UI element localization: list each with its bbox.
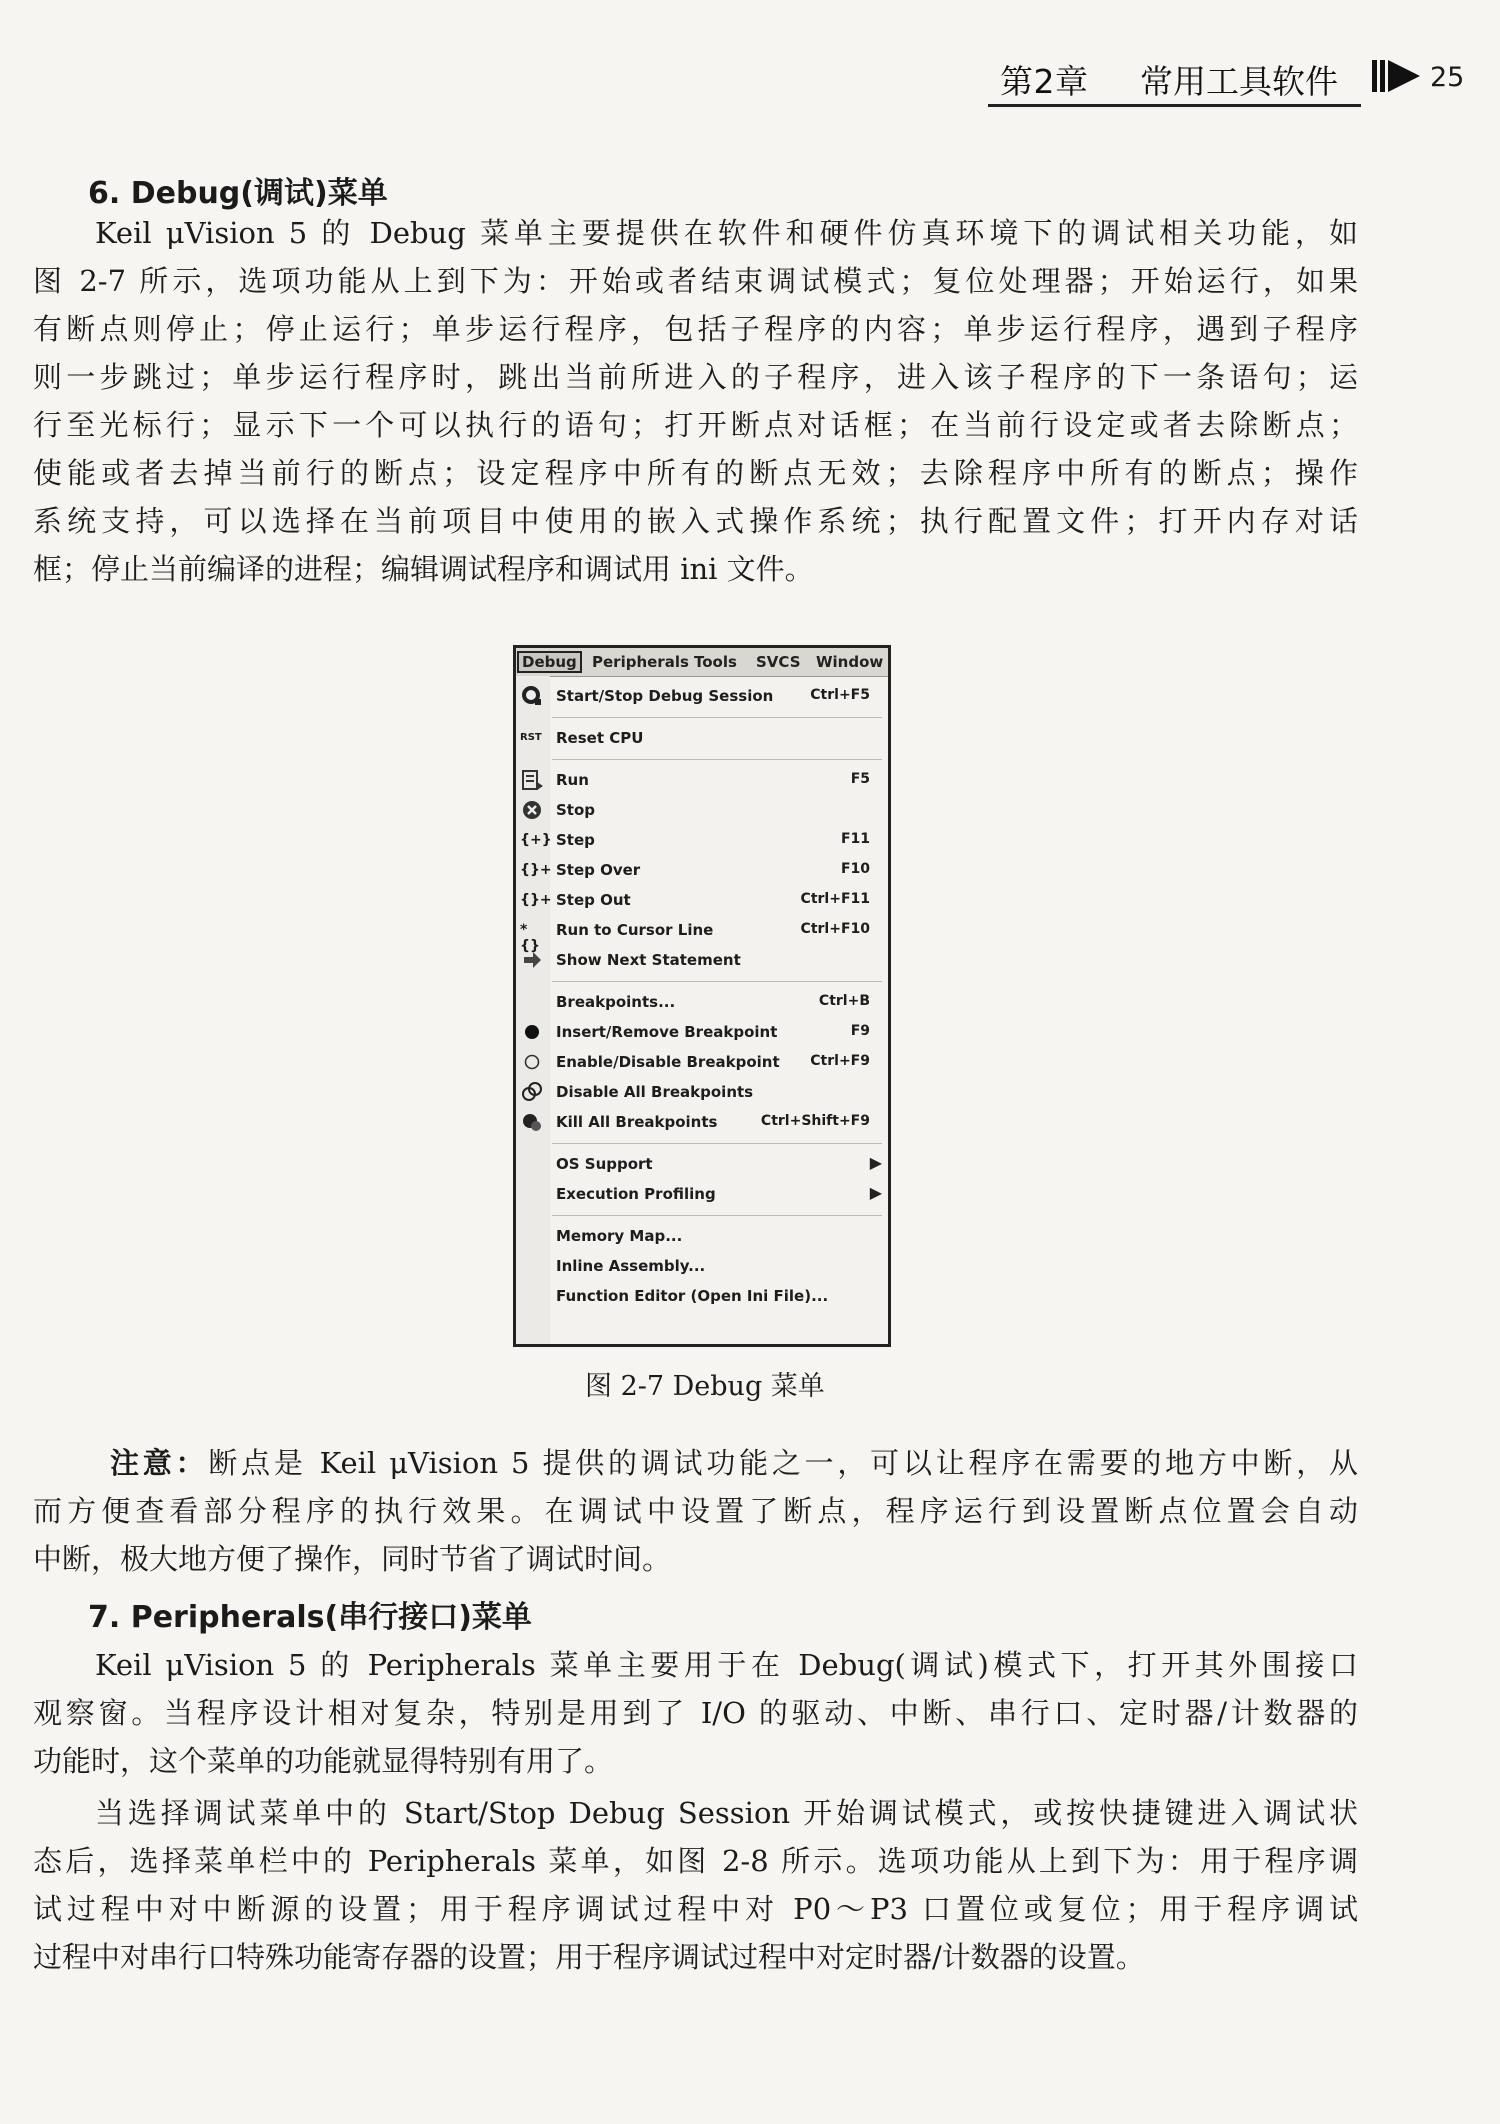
note-line: 中断，极大地方便了操作，同时节省了调试时间。 [33, 1542, 672, 1576]
menu-window[interactable]: Window [816, 653, 884, 671]
reset-cpu-icon: RST [520, 732, 542, 743]
page-number: 25 [1430, 62, 1465, 93]
menu-item-function-editor[interactable]: Function Editor (Open Ini File)... [556, 1287, 829, 1305]
menu-item-memory-map[interactable]: Memory Map... [556, 1227, 683, 1245]
breakpoint-filled-icon [520, 1020, 544, 1044]
menu-debug[interactable]: Debug [517, 651, 582, 673]
menu-item-inline-assembly[interactable]: Inline Assembly... [556, 1257, 706, 1275]
chapter-title: 常用工具软件 [1140, 62, 1338, 101]
run-icon [520, 768, 544, 792]
menu-separator [552, 1143, 882, 1144]
paragraph-line: 使能或者去掉当前行的断点；设定程序中所有的断点无效；去除程序中所有的断点；操作 [33, 456, 1358, 490]
menu-tools[interactable]: Tools [694, 653, 737, 671]
paragraph-line: 过程中对串行口特殊功能寄存器的设置；用于程序调试过程中对定时器/计数器的设置。 [33, 1940, 1145, 1974]
menu-separator [552, 759, 882, 760]
paragraph-line: 试过程中对中断源的设置；用于程序调试过程中对 P0～P3 口置位或复位；用于程序调试 [33, 1892, 1358, 1926]
menu-item-insert-remove-breakpoint[interactable]: Insert/Remove Breakpoint F9 [516, 1018, 888, 1048]
menu-item-start-stop-debug[interactable]: Start/Stop Debug Session Ctrl+F5 [516, 682, 888, 712]
stop-icon [520, 798, 544, 822]
paragraph-line: Keil μVision 5 的 Debug 菜单主要提供在软件和硬件仿真环境下的调试相关功能，如 [95, 216, 1358, 250]
menu-item-show-next-statement[interactable]: Show Next Statement [516, 946, 888, 976]
paragraph-line: 态后，选择菜单栏中的 Peripherals 菜单，如图 2-8 所示。选项功能从上到下为：用于程序调 [33, 1844, 1358, 1878]
menu-bar [516, 648, 888, 677]
menu-item-os-support[interactable]: OS Support ▶ [556, 1153, 882, 1173]
menu-peripherals[interactable]: Peripherals [592, 653, 689, 671]
note-line: 而方便查看部分程序的执行效果。在调试中设置了断点，程序运行到设置断点位置会自动 [33, 1494, 1358, 1528]
menu-svcs[interactable]: SVCS [756, 653, 801, 671]
menu-item-enable-disable-breakpoint[interactable]: Enable/Disable Breakpoint Ctrl+F9 [516, 1048, 888, 1078]
header-rule [988, 104, 1361, 107]
paragraph-line: 系统支持，可以选择在当前项目中使用的嵌入式操作系统；执行配置文件；打开内存对话 [33, 504, 1358, 538]
debug-menu-figure [513, 645, 891, 1347]
paragraph-line: 有断点则停止；停止运行；单步运行程序，包括子程序的内容；单步运行程序，遇到子程序 [33, 312, 1358, 346]
note-line: 注意：断点是 Keil μVision 5 提供的调试功能之一，可以让程序在需要的地方中断，从 [110, 1446, 1358, 1480]
disable-breakpoints-icon [520, 1080, 544, 1104]
menu-item-kill-all-breakpoints[interactable]: Kill All Breakpoints Ctrl+Shift+F9 [516, 1108, 888, 1138]
menu-item-disable-all-breakpoints[interactable]: Disable All Breakpoints [516, 1078, 888, 1108]
menu-item-step-over[interactable]: {}+ Step Over F10 [516, 856, 888, 886]
paragraph-line: 当选择调试菜单中的 Start/Stop Debug Session 开始调试模式，或按快捷键进入调试状 [95, 1796, 1358, 1830]
section-7-heading: 7. Peripherals(串行接口)菜单 [88, 1600, 532, 1635]
arrow-right-icon [520, 948, 544, 972]
step-over-icon: {}+ [520, 862, 552, 878]
run-to-cursor-icon: *{} [520, 922, 540, 954]
play-triangle-icon [1372, 56, 1424, 96]
menu-item-run-to-cursor[interactable]: *{} Run to Cursor Line Ctrl+F10 [520, 921, 870, 954]
paragraph-line: 框；停止当前编译的进程；编辑调试程序和调试用 ini 文件。 [33, 552, 814, 586]
debug-session-icon [520, 684, 544, 708]
menu-separator [552, 717, 882, 718]
menu-item-step[interactable]: {+} Step F11 [516, 826, 888, 856]
step-out-icon: {}+ [520, 892, 552, 908]
submenu-arrow-icon: ▶ [869, 1153, 882, 1172]
paragraph-line: 则一步跳过；单步运行程序时，跳出当前所进入的子程序，进入该子程序的下一条语句；运 [33, 360, 1358, 394]
running-header [1000, 56, 1338, 103]
paragraph-line: Keil μVision 5 的 Peripherals 菜单主要用于在 Debug(调试)模式下，打开其外围接口 [95, 1648, 1358, 1682]
section-6-heading: 6. Debug(调试)菜单 [88, 176, 388, 211]
paragraph-line: 观察窗。当程序设计相对复杂，特别是用到了 I/O 的驱动、中断、串行口、定时器/计数器的 [33, 1696, 1358, 1730]
step-icon: {+} [520, 832, 552, 848]
figure-caption: 图 2-7 Debug 菜单 [585, 1371, 825, 1402]
paragraph-line: 功能时，这个菜单的功能就显得特别有用了。 [33, 1744, 614, 1778]
menu-separator [552, 981, 882, 982]
paragraph-line: 图 2-7 所示，选项功能从上到下为：开始或者结束调试模式；复位处理器；开始运行，如果 [33, 264, 1358, 298]
menu-separator [552, 1215, 882, 1216]
kill-breakpoints-icon [520, 1110, 544, 1134]
menu-item-breakpoints[interactable]: Breakpoints... Ctrl+B [556, 993, 870, 1011]
menu-item-reset-cpu[interactable]: RST Reset CPU [516, 724, 888, 754]
menu-item-run[interactable]: Run F5 [516, 766, 888, 796]
note-label: 注意： [110, 1446, 209, 1480]
chapter-label: 第2章 [1000, 62, 1089, 101]
paragraph-line: 行至光标行；显示下一个可以执行的语句；打开断点对话框；在当前行设定或者去除断点； [33, 408, 1358, 442]
submenu-arrow-icon: ▶ [869, 1183, 882, 1202]
breakpoint-hollow-icon [520, 1050, 544, 1074]
menu-item-stop[interactable]: Stop [516, 796, 888, 826]
menu-item-step-out[interactable]: {}+ Step Out Ctrl+F11 [516, 886, 888, 916]
menu-item-execution-profiling[interactable]: Execution Profiling ▶ [556, 1183, 882, 1203]
